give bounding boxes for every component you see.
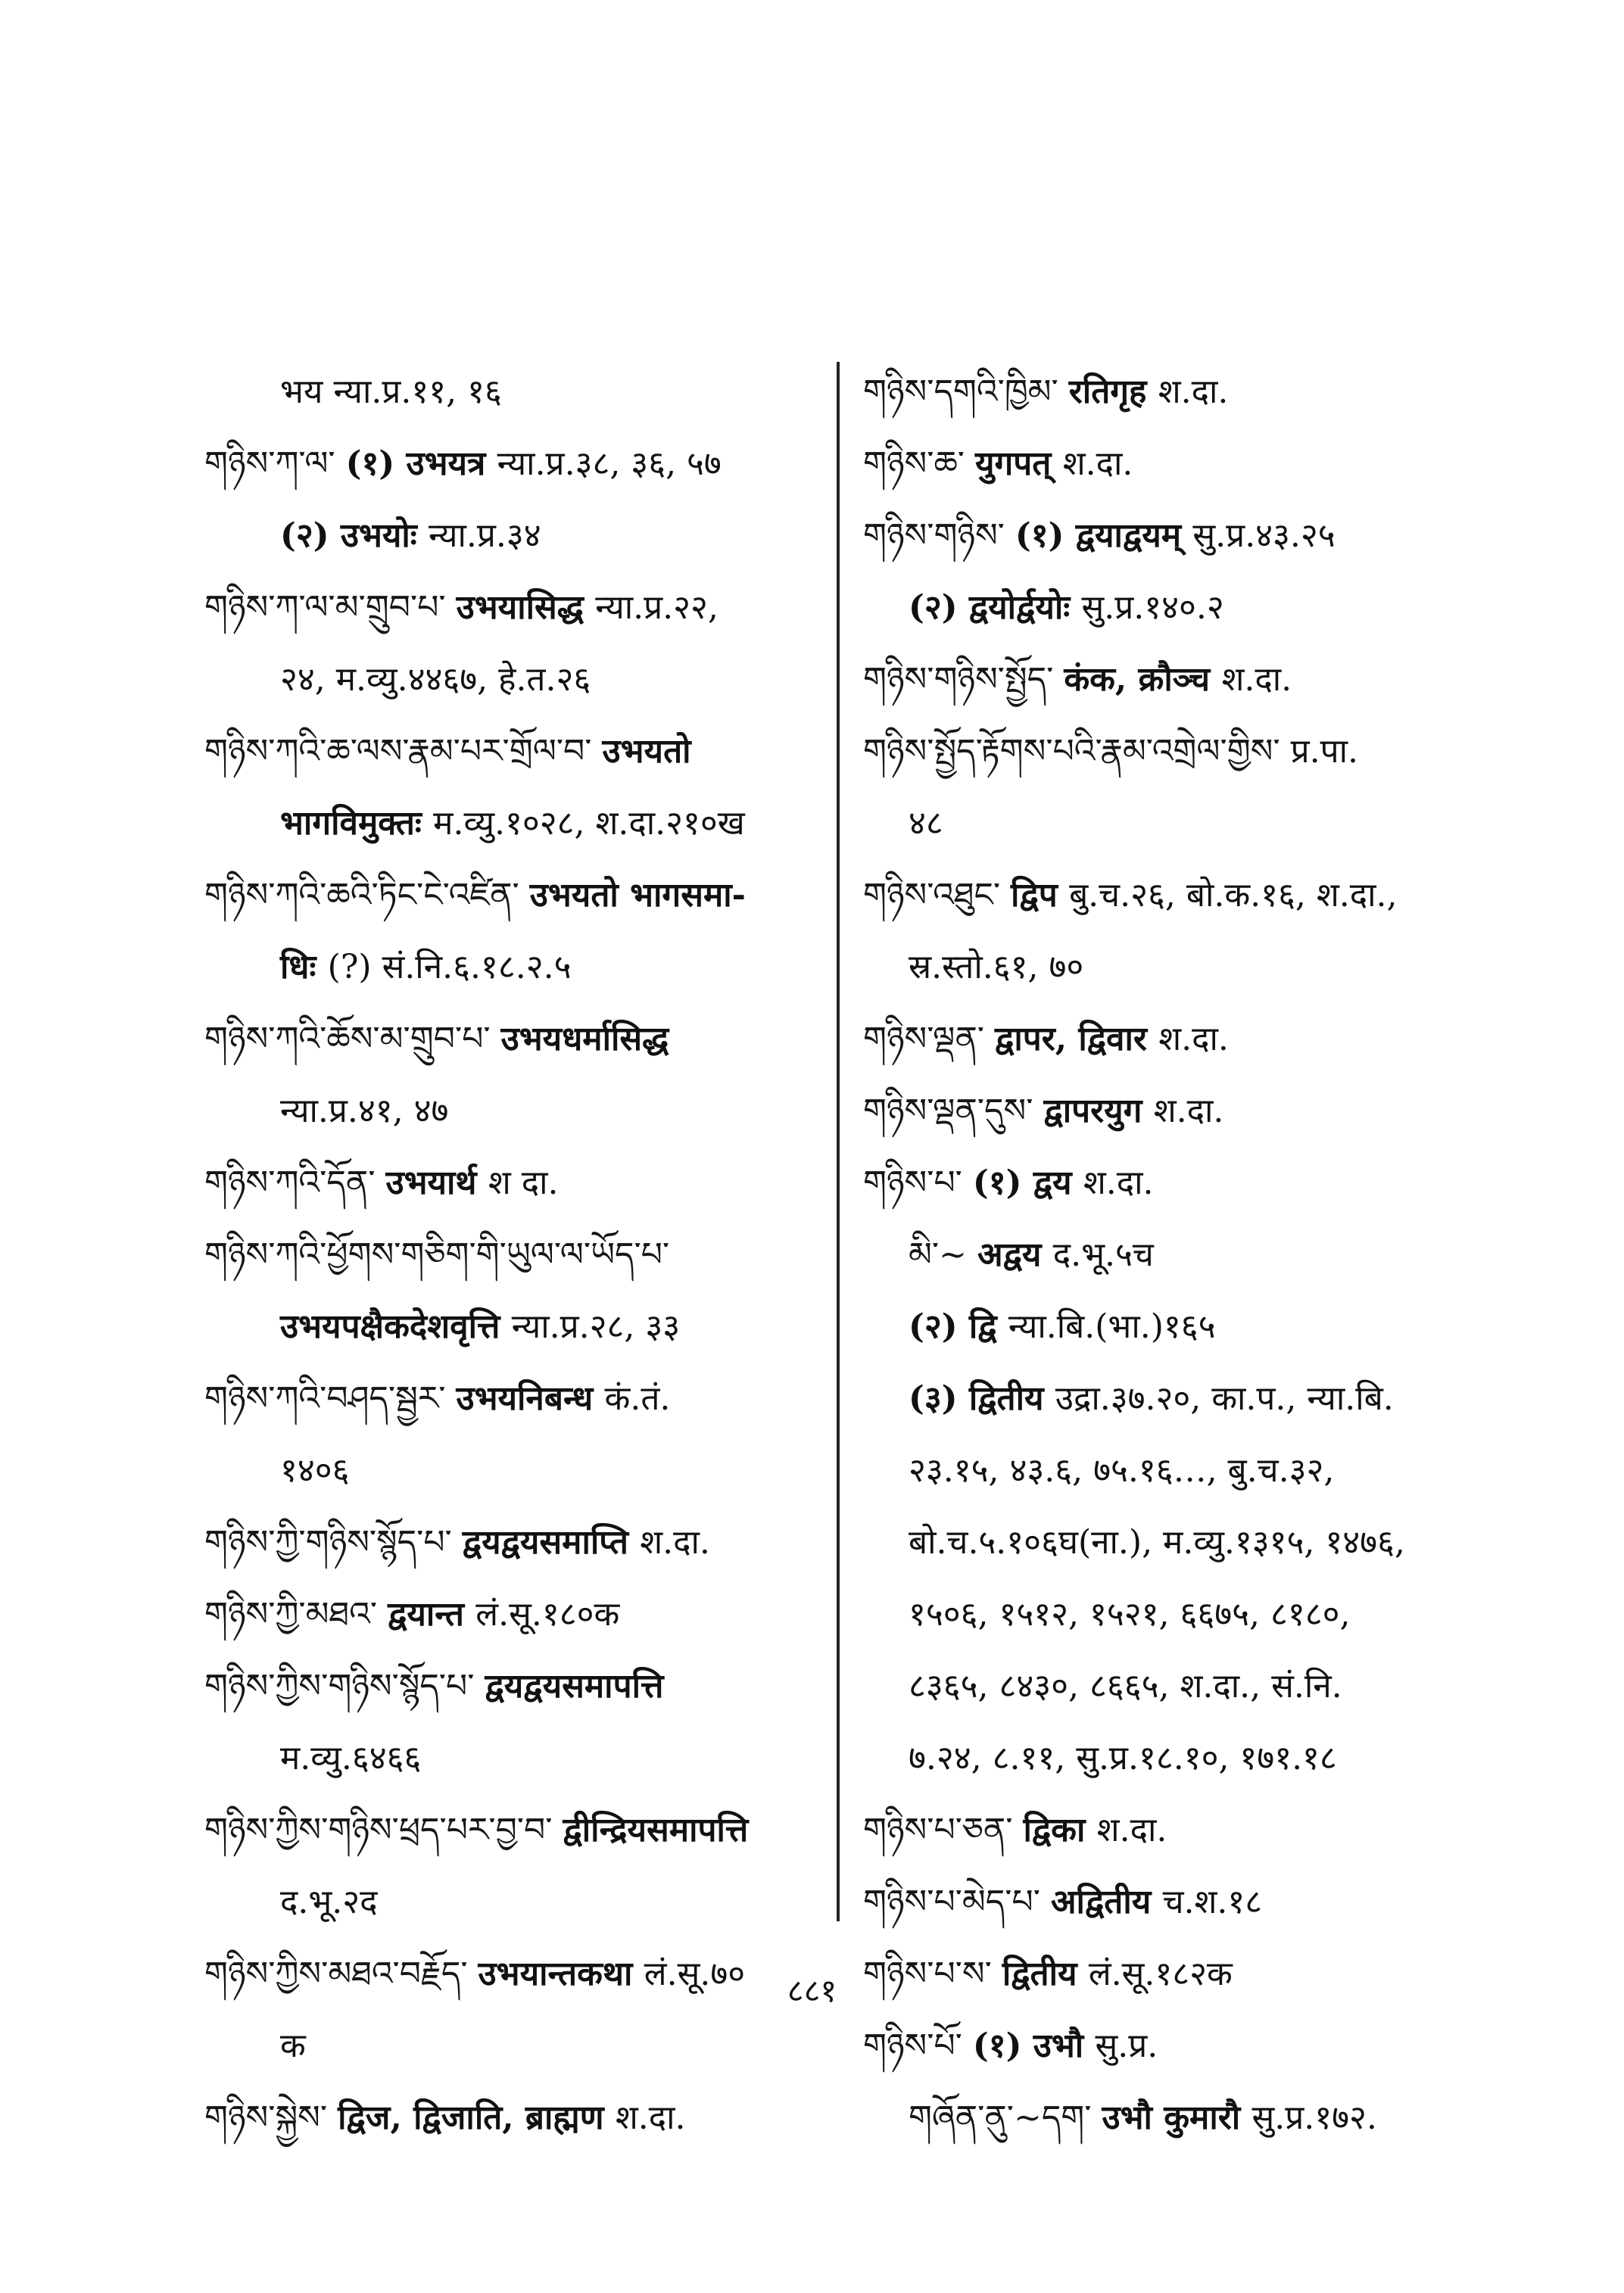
sanskrit-equivalent: (१) द्वयाद्वयम् <box>1015 516 1193 555</box>
tibetan-headword: གཉིས་ལྡན་དུས་ <box>863 1092 1044 1130</box>
dictionary-line <box>204 859 886 931</box>
source-reference: सु.प्र.१७२. <box>1252 2098 1377 2137</box>
sanskrit-equivalent: (१) द्वय <box>972 1164 1083 1202</box>
dictionary-line <box>863 787 1545 859</box>
left-column <box>204 356 886 2154</box>
dictionary-line <box>204 1435 886 1506</box>
dictionary-line <box>863 1291 1545 1363</box>
tibetan-headword: གཉིས་ལྡན་ <box>863 1020 996 1058</box>
source-reference: श.दा. <box>1062 444 1133 483</box>
source-reference: क <box>280 2027 306 2065</box>
source-reference: बो.च.५.१०६घ(ना.), म.व्यु.१३१५, १४७६, <box>909 1523 1405 1562</box>
tibetan-headword: གཉིས་གཉིས་ <box>863 516 1015 555</box>
dictionary-line <box>863 1506 1545 1578</box>
dictionary-line <box>204 643 886 715</box>
dictionary-line <box>204 715 886 787</box>
dictionary-line <box>863 1794 1545 1866</box>
sanskrit-equivalent: (३) द्वितीय <box>909 1379 1055 1418</box>
dictionary-line <box>204 1650 886 1722</box>
sanskrit-equivalent: द्विज, द्विजाति, ब्राह्मण <box>338 2098 616 2137</box>
sanskrit-equivalent: (२) द्वयोर्द्वयोः <box>909 588 1082 627</box>
source-reference: लं.सू.७० <box>644 1955 746 1993</box>
sanskrit-equivalent: द्वापर, द्विवार <box>995 1020 1159 1058</box>
source-reference: भय न्या.प्र.११, १६ <box>280 372 502 411</box>
sanskrit-equivalent: द्विप <box>1011 876 1070 914</box>
tibetan-headword: གཉིས་དགའི་ཁྱིམ་ <box>863 372 1069 411</box>
dictionary-line <box>204 1722 886 1794</box>
tibetan-headword: གཉིས་པ་ས་ <box>863 1955 1002 1993</box>
dictionary-line <box>204 1003 886 1075</box>
source-reference: च.श.१८ <box>1162 1883 1263 1921</box>
source-reference: म.व्यु.१०२८, श.दा.२१०ख <box>433 804 745 843</box>
source-reference: ७.२४, ८.११, सु.प्र.१८.१०, १७१.१८ <box>909 1739 1337 1777</box>
source-reference: श.दा. <box>615 2098 686 2137</box>
dictionary-line <box>863 428 1545 500</box>
dictionary-line <box>863 1363 1545 1435</box>
tibetan-headword: གཉིས་སྤྱོད་རྟོགས་པའི་རྣམ་འགྲེལ་གྱིས་ <box>863 732 1291 771</box>
source-reference: १४०६ <box>280 1451 350 1490</box>
tibetan-headword: གཉིས་ཀྱིས་མཐའ་བརྗོད་ <box>204 1955 478 1993</box>
tibetan-headword: གཉིས་པོ་ <box>863 2027 973 2065</box>
dictionary-line <box>863 1075 1545 1147</box>
source-reference: न्या.प्र.२८, ३३ <box>511 1307 681 1346</box>
tibetan-headword: གཞོན་ནུ་~དག་ <box>909 2098 1102 2137</box>
sanskrit-equivalent: उभयतो भागसमा- <box>529 876 746 914</box>
tibetan-headword: གཉིས་འཐུང་ <box>863 876 1011 914</box>
sanskrit-equivalent: उभौ कुमारौ <box>1102 2098 1252 2137</box>
dictionary-line <box>863 2010 1545 2082</box>
sanskrit-equivalent: धिः <box>280 948 328 986</box>
sanskrit-equivalent: उभयपक्षैकदेशवृत्ति <box>280 1307 512 1346</box>
source-reference: श.दा. <box>1096 1811 1167 1849</box>
tibetan-headword: གཉིས་ཀྱི་གཉིས་སྙོད་པ་ <box>204 1523 463 1562</box>
dictionary-line <box>204 1363 886 1435</box>
source-reference: २४, म.व्यु.४४६७, हे.त.२६ <box>280 660 591 699</box>
tibetan-headword: གཉིས་ཀའི་ཕྱོགས་གཅིག་གི་ཡུལ་ལ་ཡོད་པ་ <box>204 1235 670 1274</box>
sanskrit-equivalent: द्वीन्द्रियसमापत्ति <box>563 1811 749 1849</box>
sanskrit-equivalent: (२) उभयोः <box>280 516 429 555</box>
dictionary-line <box>204 1219 886 1291</box>
sanskrit-equivalent: द्विका <box>1023 1811 1097 1849</box>
sanskrit-equivalent: उभयधर्मासिद्ध <box>500 1020 669 1058</box>
dictionary-line <box>863 1219 1545 1291</box>
sanskrit-equivalent: अद्वितीय <box>1050 1883 1163 1921</box>
source-reference: १५०६, १५१२, १५२१, ६६७५, ८१८०, <box>909 1595 1351 1634</box>
dictionary-line <box>863 1866 1545 1938</box>
dictionary-line <box>204 2082 886 2154</box>
tibetan-headword: གཉིས་ཀའི་ཆོས་མ་གྲུབ་པ་ <box>204 1020 501 1058</box>
dictionary-line <box>204 428 886 500</box>
dictionary-line <box>863 572 1545 643</box>
source-reference: श.दा. <box>640 1523 710 1562</box>
tibetan-headword: གཉིས་ཀའི་ཆ་ལས་རྣམ་པར་གྲོལ་བ་ <box>204 732 603 771</box>
sanskrit-equivalent: द्वयद्वयसमाप्ति <box>462 1523 641 1562</box>
tibetan-headword: གཉིས་ཆ་ <box>863 444 976 483</box>
tibetan-headword: གཉིས་ཀ་ལ་མ་གྲུབ་པ་ <box>204 588 457 627</box>
dictionary-line <box>204 1578 886 1650</box>
source-reference: द.भू.२द <box>280 1883 378 1921</box>
sanskrit-equivalent: द्वापरयुग <box>1043 1092 1154 1130</box>
dictionary-line <box>863 1650 1545 1722</box>
dictionary-line <box>204 1075 886 1147</box>
tibetan-headword: གཉིས་ཀྱིས་གཉིས་ཕྲད་པར་བྱ་བ་ <box>204 1811 563 1849</box>
source-reference: स्र.स्तो.६१, ७० <box>909 948 1084 986</box>
dictionary-line <box>863 1003 1545 1075</box>
dictionary-line <box>204 500 886 572</box>
dictionary-line <box>863 1435 1545 1506</box>
tibetan-headword: གཉིས་སྐྱེས་ <box>204 2098 338 2137</box>
column-divider <box>837 362 840 1921</box>
sanskrit-equivalent: द्वयद्वयसमापत्ति <box>485 1667 664 1706</box>
dictionary-line <box>863 859 1545 931</box>
source-reference: (?) सं.नि.६.१८.२.५ <box>327 948 572 986</box>
dictionary-line <box>863 931 1545 1003</box>
sanskrit-equivalent: उभयार्थ <box>385 1164 488 1202</box>
source-reference: सु.प्र.१४०.२ <box>1081 588 1224 627</box>
dictionary-line <box>204 2010 886 2082</box>
tibetan-headword: གཉིས་ཀྱི་མཐའ་ <box>204 1595 388 1634</box>
sanskrit-equivalent: (१) उभयत्र <box>345 444 497 483</box>
sanskrit-equivalent: उभयान्तकथा <box>478 1955 644 1993</box>
dictionary-line <box>204 1506 886 1578</box>
dictionary-line <box>204 931 886 1003</box>
dictionary-line <box>863 643 1545 715</box>
sanskrit-equivalent: (१) उभौ <box>972 2027 1096 2065</box>
right-column <box>863 356 1545 2154</box>
dictionary-line <box>204 572 886 643</box>
dictionary-line <box>204 356 886 428</box>
sanskrit-equivalent: उभयतो <box>602 732 691 771</box>
dictionary-line <box>863 356 1545 428</box>
tibetan-headword: གཉིས་ཀྱིས་གཉིས་སྙོད་པ་ <box>204 1667 485 1706</box>
source-reference: न्या.प्र.२२, <box>595 588 718 627</box>
source-reference: उद्रा.३७.२०, का.प., न्या.बि. <box>1055 1379 1394 1418</box>
source-reference: श.दा. <box>1221 660 1292 699</box>
source-reference: न्या.बि.(भा.)१६५ <box>1008 1307 1216 1346</box>
sanskrit-equivalent: अद्वय <box>977 1235 1053 1274</box>
sanskrit-equivalent: उभयनिबन्ध <box>456 1379 605 1418</box>
sanskrit-equivalent: भागविमुक्तः <box>280 804 434 843</box>
source-reference: श दा. <box>488 1164 559 1202</box>
tibetan-headword: གཉིས་ཀ་ལ་ <box>204 444 346 483</box>
source-reference: श.दा. <box>1158 1020 1229 1058</box>
source-reference: लं.सू.१८०क <box>475 1595 620 1634</box>
source-reference: न्या.प्र.४१, ४७ <box>280 1092 449 1130</box>
dictionary-line <box>204 1291 886 1363</box>
dictionary-line <box>204 787 886 859</box>
source-reference: ८३६५, ८४३०, ८६६५, श.दा., सं.नि. <box>909 1667 1342 1706</box>
dictionary-line <box>863 1722 1545 1794</box>
source-reference: द.भू.५च <box>1052 1235 1154 1274</box>
source-reference: सु.प्र. <box>1095 2027 1158 2065</box>
dictionary-line <box>204 1147 886 1219</box>
tibetan-headword: གཉིས་ཀའི་ཆའི་ཏིང་ངེ་འཛིན་ <box>204 876 530 914</box>
source-reference: श.दा. <box>1158 372 1229 411</box>
dictionary-line <box>863 715 1545 787</box>
tibetan-headword: གཉིས་གཉིས་སྤྱོད་ <box>863 660 1064 699</box>
tibetan-headword: གཉིས་ཀའི་དོན་ <box>204 1164 386 1202</box>
dictionary-line <box>204 1794 886 1866</box>
sanskrit-equivalent: द्वितीय <box>1002 1955 1089 1993</box>
sanskrit-equivalent: रतिगृह <box>1068 372 1158 411</box>
dictionary-line <box>863 1147 1545 1219</box>
source-reference: कं.तं. <box>604 1379 671 1418</box>
sanskrit-equivalent: कंक, क्रौञ्च <box>1064 660 1222 699</box>
source-reference: २३.१५, ४३.६, ७५.१६…, बु.च.३२, <box>909 1451 1335 1490</box>
tibetan-headword: གཉིས་པ་ <box>863 1164 973 1202</box>
source-reference: श.दा. <box>1083 1164 1154 1202</box>
tibetan-headword: གཉིས་པ་མེད་པ་ <box>863 1883 1051 1921</box>
sanskrit-equivalent: उभयासिद्ध <box>456 588 596 627</box>
tibetan-headword: གཉིས་ཀའི་བཤད་སྦྱར་ <box>204 1379 457 1418</box>
dictionary-line <box>863 2082 1545 2154</box>
sanskrit-equivalent: (२) द्वि <box>909 1307 1008 1346</box>
sanskrit-equivalent: युगपत् <box>975 444 1063 483</box>
page-number: ८८१ <box>787 1972 837 2009</box>
source-reference: लं.सू.१८२क <box>1088 1955 1233 1993</box>
source-reference: प्र.पा. <box>1290 732 1359 771</box>
dictionary-line <box>863 1578 1545 1650</box>
source-reference: न्या.प्र.३८, ३६, ५७ <box>497 444 722 483</box>
source-reference: ४८ <box>909 804 943 843</box>
tibetan-headword: གཉིས་པ་ཅན་ <box>863 1811 1024 1849</box>
source-reference: न्या.प्र.३४ <box>429 516 541 555</box>
sanskrit-equivalent: द्वयान्त <box>388 1595 476 1634</box>
dictionary-line <box>863 500 1545 572</box>
dictionary-line <box>204 1866 886 1938</box>
source-reference: म.व्यु.६४६६ <box>280 1739 422 1777</box>
source-reference: सु.प्र.४३.२५ <box>1192 516 1336 555</box>
source-reference: बु.च.२६, बो.क.१६, श.दा., <box>1069 876 1398 914</box>
tibetan-headword: མི་~ <box>909 1235 977 1274</box>
source-reference: श.दा. <box>1153 1092 1224 1130</box>
